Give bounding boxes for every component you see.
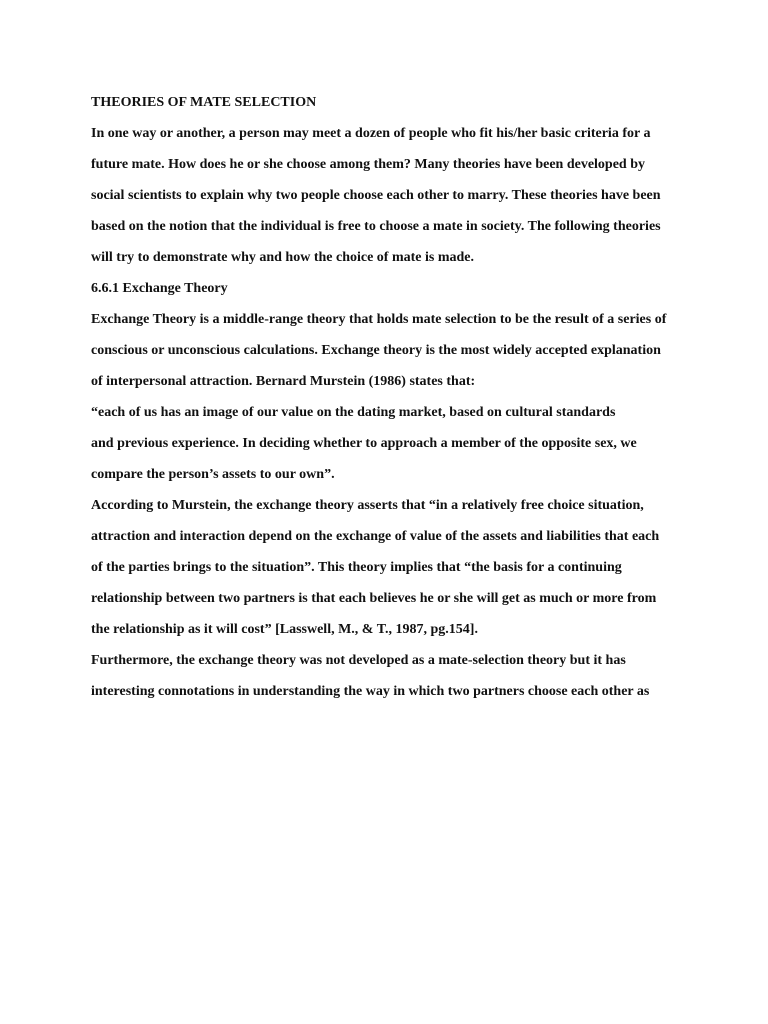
paragraph-line: the relationship as it will cost” [Lasswell, M., & T., 1987, pg.154]. (91, 622, 478, 637)
paragraph-line: will try to demonstrate why and how the choice of mate is made. (91, 250, 475, 265)
quote-line: and previous experience. In deciding whether to approach a member of the opposite sex, we (91, 436, 637, 451)
paragraph-line: future mate. How does he or she choose among them? Many theories have been developed by (91, 157, 646, 172)
paragraph-line: social scientists to explain why two people choose each other to marry. These theories have been (91, 188, 661, 203)
paragraph-line: relationship between two partners is that each believes he or she will get as much or more from (91, 591, 657, 606)
section-heading: 6.6.1 Exchange Theory (91, 281, 228, 296)
paragraph-line: of interpersonal attraction. Bernard Murstein (1986) states that: (91, 374, 476, 389)
paragraph-line: attraction and interaction depend on the exchange of value of the assets and liabilities that each (91, 529, 660, 544)
document-body (91, 93, 683, 713)
paragraph-line: Furthermore, the exchange theory was not developed as a mate-selection theory but it has (91, 653, 626, 668)
quote-line: “each of us has an image of our value on the dating market, based on cultural standards (91, 405, 616, 420)
paragraph-line: conscious or unconscious calculations. Exchange theory is the most widely accepted explanation (91, 343, 661, 358)
paragraph-line: interesting connotations in understanding the way in which two partners choose each other as (91, 684, 650, 699)
paragraph-line: based on the notion that the individual is free to choose a mate in society. The following theories (91, 219, 661, 234)
quote-line: compare the person’s assets to our own”. (91, 467, 335, 482)
paragraph-line: According to Murstein, the exchange theory asserts that “in a relatively free choice situation, (91, 498, 644, 513)
paragraph-line: In one way or another, a person may meet a dozen of people who fit his/her basic criteria for a (91, 126, 651, 141)
document-title: THEORIES OF MATE SELECTION (91, 95, 317, 110)
paragraph-line: Exchange Theory is a middle-range theory that holds mate selection to be the result of a series of (91, 312, 667, 327)
paragraph-line: of the parties brings to the situation”. This theory implies that “the basis for a continuing (91, 560, 622, 575)
